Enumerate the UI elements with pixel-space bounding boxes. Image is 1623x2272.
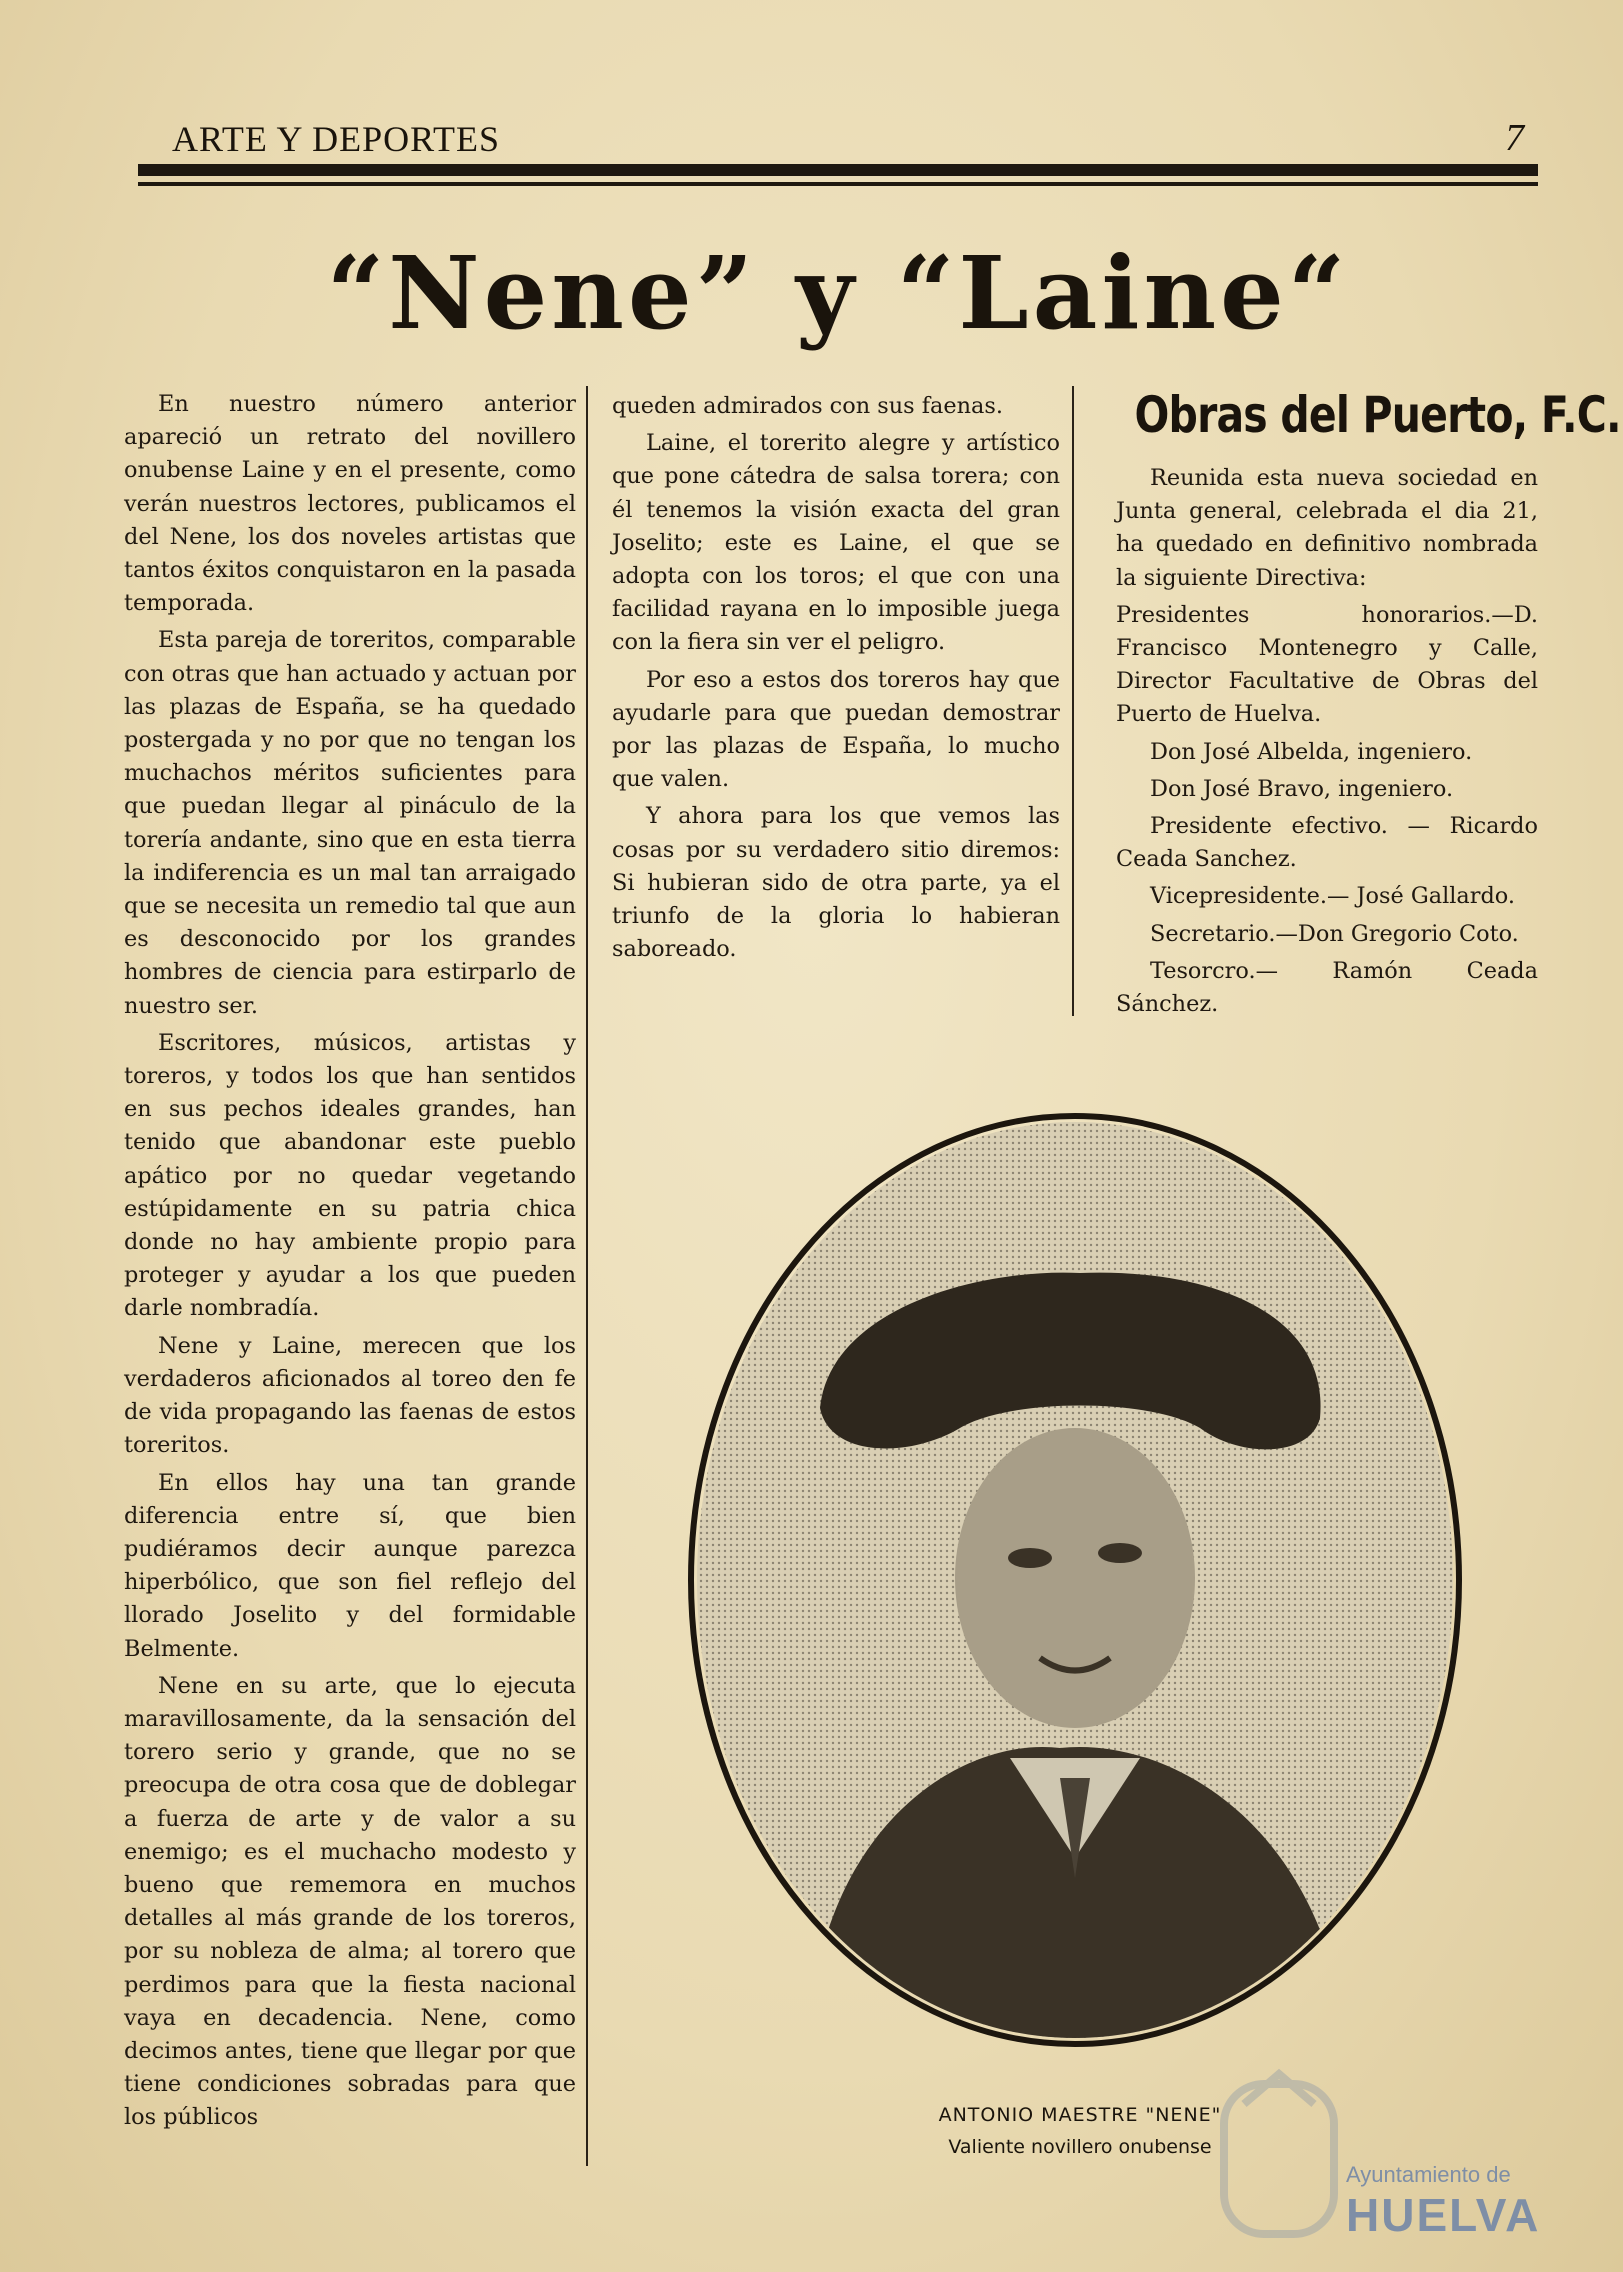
club-president: Presidente efectivo. — Ricardo Ceada Sanchez. [1116,813,1538,873]
article-column-1 [124,388,576,2135]
club-vice: Vicepresidente.— José Gallardo. [1150,883,1516,910]
article-continuation: queden admirados con sus faenas. [612,393,1004,419]
portrait-illustration [680,1098,1470,2062]
article-paragraph: En ellos hay una tan grande diferencia entre sí, que bien pudiéramos decir aunque parezca hiperbólico, que son fiel reflejo del llorado Joselito y del formidable Belmente. [124,1469,576,1662]
headline: “Nene” y “Laine“ [326,234,1350,352]
article-paragraph: Nene en su arte, que lo ejecuta maravillosamente, da la sensación del torero serio y grande, que no se preocupa de otra cosa que de doblegar a fuerza de arte y de valor a su enemigo; es el muchacho modesto y bueno que rememora en muchos detalles al más grande de los toreros, por su nobleza de alma; al torero que perdimos para que la fiesta nacional vaya en decadencia. Nene, como decimos antes, tiene que llegar por que tiene condiciones sobradas para que los públicos [124,1672,576,2131]
column-divider-1 [586,386,588,2166]
header-rule-thin [138,182,1538,186]
article-paragraph: En nuestro número anterior apareció un retrato del novillero onubense Laine y en el presente, como verán nuestros lectores, publicamos el del Nene, los dos noveles artistas que tantos éxitos conquistaron en la pasada temporada. [124,391,576,617]
article-paragraph: Por eso a estos dos toreros hay que ayudarle para que puedan demostrar por las plazas de España, lo mucho que valen. [612,666,1060,793]
article-paragraph: Y ahora para los que vemos las cosas por su verdadero sitio diremos: Si hubieran sido de otra parte, ya el triunfo de la gloria lo habieran saboreado. [612,803,1060,963]
watermark-line2: HUELVA [1346,2189,1541,2241]
club-member: Don José Bravo, ingeniero. [1150,775,1454,802]
article-column-2 [612,390,1060,966]
header-rule-thick [138,164,1538,176]
portrait-photo [680,1098,1470,2062]
club-honorary: Presidentes honorarios.—D. Francisco Montenegro y Calle, Director Facultative de Obras del Puerto de Huelva. [1116,601,1538,728]
club-treasurer: Tesorcro.— Ramón Ceada Sánchez. [1116,957,1538,1018]
photo-caption-subtitle: Valiente novillero onubense [948,2136,1212,2158]
article-paragraph: Nene y Laine, merecen que los verdaderos aficionados al toreo den fe de vida propagando las faenas de estos toreritos. [124,1332,576,1459]
article-paragraph: Escritores, músicos, artistas y toreros, y todos los que han sentidos en sus pechos ideales grandes, han tenido que abandonar este pueblo apático por no quedar vegetando estúpidamente en su patria chica donde no hay ambiente propio para proteger y ayudar a los que pueden darle nombradía. [124,1029,576,1322]
article-paragraph: Esta pareja de toreritos, comparable con otras que han actuado y actuan por las plazas de España, se ha quedado postergada y no por que no tengan los muchachos méritos suficientes para que puedan llegar al pináculo de la torería andante, sino que en esta tierra la indiferencia es un mal tan arraigado que se necesita un remedio tal que aun es desconocido por los grandes hombres de ciencia para estirparlo de nuestro ser. [124,627,576,1019]
club-title: Obras del Puerto, F.C. [1134,386,1621,444]
club-column [1116,462,1538,1021]
club-intro: Reunida esta nueva sociedad en Junta general, celebrada el dia 21, ha quedado en definitivo nombrada la siguiente Directiva: [1116,465,1538,591]
watermark-line1: Ayuntamiento de [1346,2162,1511,2187]
club-member: Don José Albelda, ingeniero. [1150,738,1473,765]
photo-caption-name: ANTONIO MAESTRE "NENE" [938,2104,1222,2126]
page-header [138,112,1538,164]
section-title: ARTE Y DEPORTES [172,119,501,159]
club-secretary: Secretario.—Don Gregorio Coto. [1150,920,1519,947]
article-paragraph: Laine, el torerito alegre y artístico que pone cátedra de salsa torera; con él tenemos la visión exacta del gran Joselito; este es Laine, el que se adopta con los toros; el que con una facilidad rayana en lo imposible juega con la fiera sin ver el peligro. [612,430,1060,656]
page-number: 7 [1505,117,1524,159]
column-divider-2 [1072,386,1074,1016]
